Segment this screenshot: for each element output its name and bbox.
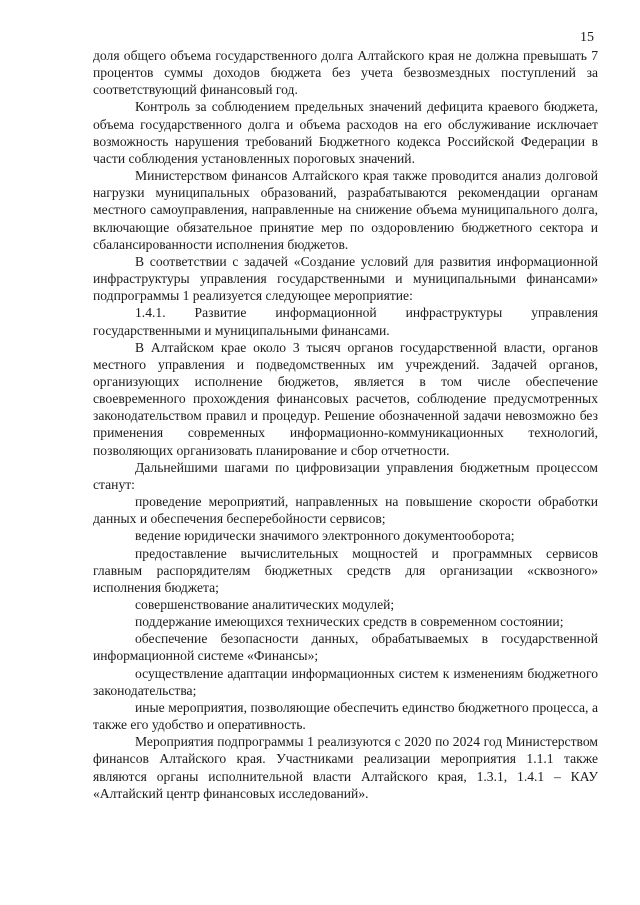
body-paragraph: обеспечение безопасности данных, обрабатываемых в государственной информационной системе «Финансы»; [93, 631, 598, 664]
body-paragraph: совершенствование аналитических модулей; [135, 597, 395, 612]
body-paragraph: иные мероприятия, позволяющие обеспечить единство бюджетного процесса, а также его удобство и оперативность. [93, 699, 598, 733]
document-body [93, 47, 598, 802]
body-paragraph: Контроль за соблюдением предельных значений дефицита краевого бюджета, объема государственного долга и объема расходов на его обслуживание исключает возможность нарушения требований Бюджетного кодекса Российской Федерации в части соблюдения установленных пороговых значений. [93, 99, 598, 166]
body-paragraph: Мероприятия подпрограммы 1 реализуются с 2020 по 2024 год Министерством финансов Алтайского края. Участниками реализации мероприятия 1.1.1 также являются органы исполнительной власти Алтайского края, 1.3.1, 1.4.1 – КАУ «Алтайский центр финансовых исследований». [93, 734, 598, 801]
body-paragraph: Дальнейшими шагами по цифровизации управления бюджетным процессом станут: [93, 459, 598, 492]
body-paragraph: Министерством финансов Алтайского края также проводится анализ долговой нагрузки муниципальных образований, разрабатываются рекомендации органам местного самоуправления, направленные на снижение объема муниципального долга, включающие обязательное принятие мер по оздоровлению бюджетного сектора и сбалансированности исполнения бюджетов. [93, 168, 598, 252]
page-number: 15 [580, 30, 594, 45]
body-paragraph: ведение юридически значимого электронного документооборота; [135, 528, 515, 544]
body-paragraph: В соответствии с задачей «Создание условий для развития информационной инфраструктуры управления государственными и муниципальными финансами» подпрограммы 1 реализуется следующее мероприятие: [93, 253, 598, 304]
body-paragraph: доля общего объема государственного долга Алтайского края не должна превышать 7 процентов суммы доходов бюджета без учета безвозмездных поступлений за соответствующий финансовый год. [93, 48, 598, 98]
body-paragraph: осуществление адаптации информационных систем к изменениям бюджетного законодательства; [93, 665, 598, 698]
body-paragraph: В Алтайском крае около 3 тысяч органов государственной власти, органов местного управления и подведомственных им учреждений. Задачей органов, организующих исполнение бюджетов, является в том числе обеспечение своевременного прохождения финансовых расчетов, соблюдение предусмотренных законодательством правил и процедур. Решение обозначенной задачи невозможно без применения современных информационно-коммуникационных технологий, позволяющих организовать планирование и сбор отчетности. [93, 339, 598, 458]
body-paragraph: проведение мероприятий, направленных на повышение скорости обработки данных и обеспечения бесперебойности сервисов; [93, 494, 598, 527]
body-paragraph: поддержание имеющихся технических средств в современном состоянии; [135, 614, 564, 630]
body-paragraph: предоставление вычислительных мощностей и программных сервисов главным распорядителям бюджетных средств для организации «сквозного» исполнения бюджета; [93, 545, 598, 595]
body-paragraph: 1.4.1. Развитие информационной инфраструктуры управления государственными и муниципальными финансами. [93, 305, 598, 338]
